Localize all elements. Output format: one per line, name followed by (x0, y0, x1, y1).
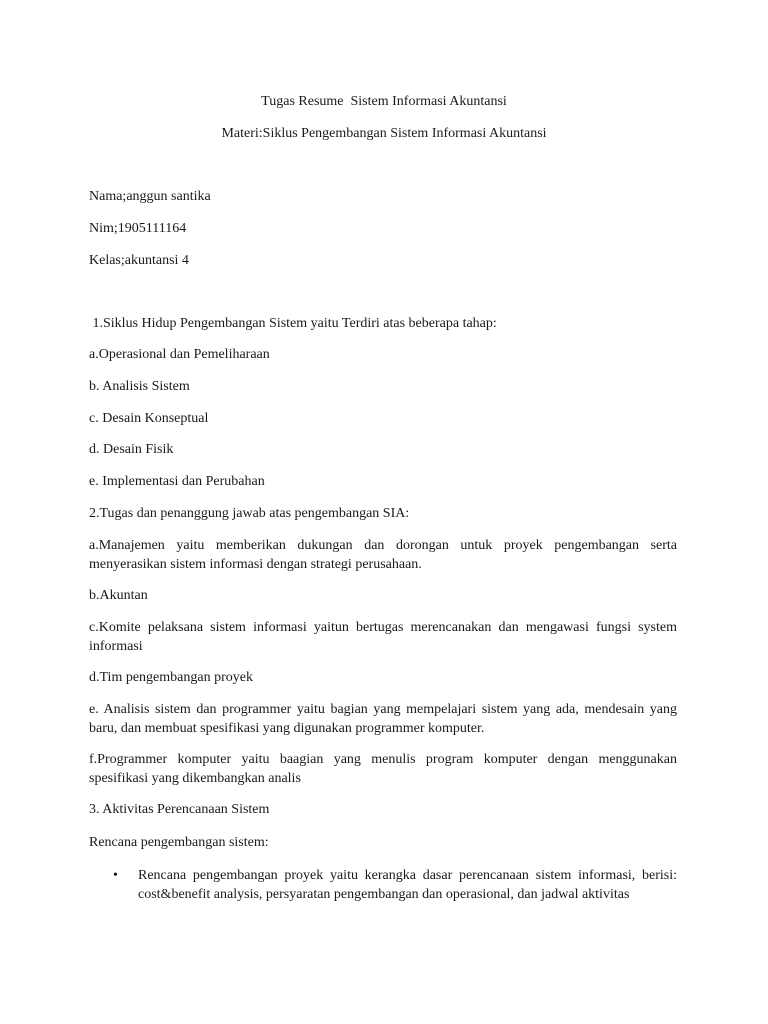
section2-item: c.Komite pelaksana sistem informasi yaitun bertugas merencanakan dan mengawasi fungsi system informasi (89, 620, 677, 654)
section1-item: a.Operasional dan Pemeliharaan (89, 347, 270, 362)
section3-heading: 3. Aktivitas Perencanaan Sistem (89, 802, 270, 817)
section2-heading: 2.Tugas dan penanggung jawab atas pengembangan SIA: (89, 506, 410, 521)
section2-item: f.Programmer komputer yaitu baagian yang menulis program komputer dengan menggunakan spesifikasi yang dikembangkan analis (89, 752, 677, 786)
bullet-text: Rencana pengembangan proyek yaitu kerangka dasar perencanaan sistem informasi, berisi: cost&benefit analysis, persyaratan pengembangan dan operasional, dan jadwal aktivitas (138, 868, 677, 902)
section1-item: d. Desain Fisik (89, 442, 174, 457)
bullet-list-item (113, 866, 677, 904)
section2-item: e. Analisis sistem dan programmer yaitu bagian yang mempelajari sistem yang ada, mendesain yang baru, dan membuat spesifikasi yang digunakan programmer komputer. (89, 702, 677, 736)
section1-item: e. Implementasi dan Perubahan (89, 474, 265, 489)
section3-subheading: Rencana pengembangan sistem: (89, 835, 269, 850)
section1-item: b. Analisis Sistem (89, 379, 190, 394)
student-nim: Nim;1905111164 (89, 221, 187, 236)
section2-item: d.Tim pengembangan proyek (89, 670, 253, 685)
section2-item: b.Akuntan (89, 588, 148, 603)
section1-item: c. Desain Konseptual (89, 411, 209, 426)
title-block (0, 92, 768, 143)
document-subtitle: Materi:Siklus Pengembangan Sistem Informasi Akuntansi (221, 126, 547, 141)
student-class: Kelas;akuntansi 4 (89, 253, 189, 268)
document-title: Tugas Resume Sistem Informasi Akuntansi (261, 94, 507, 109)
section2-item: a.Manajemen yaitu memberikan dukungan dan dorongan untuk proyek pengembangan serta menyerasikan sistem informasi dengan strategi perusahaan. (89, 538, 677, 572)
section1-heading: 1.Siklus Hidup Pengembangan Sistem yaitu Terdiri atas beberapa tahap: (89, 316, 497, 331)
bullet-icon: • (113, 868, 118, 883)
student-name: Nama;anggun santika (89, 189, 211, 204)
